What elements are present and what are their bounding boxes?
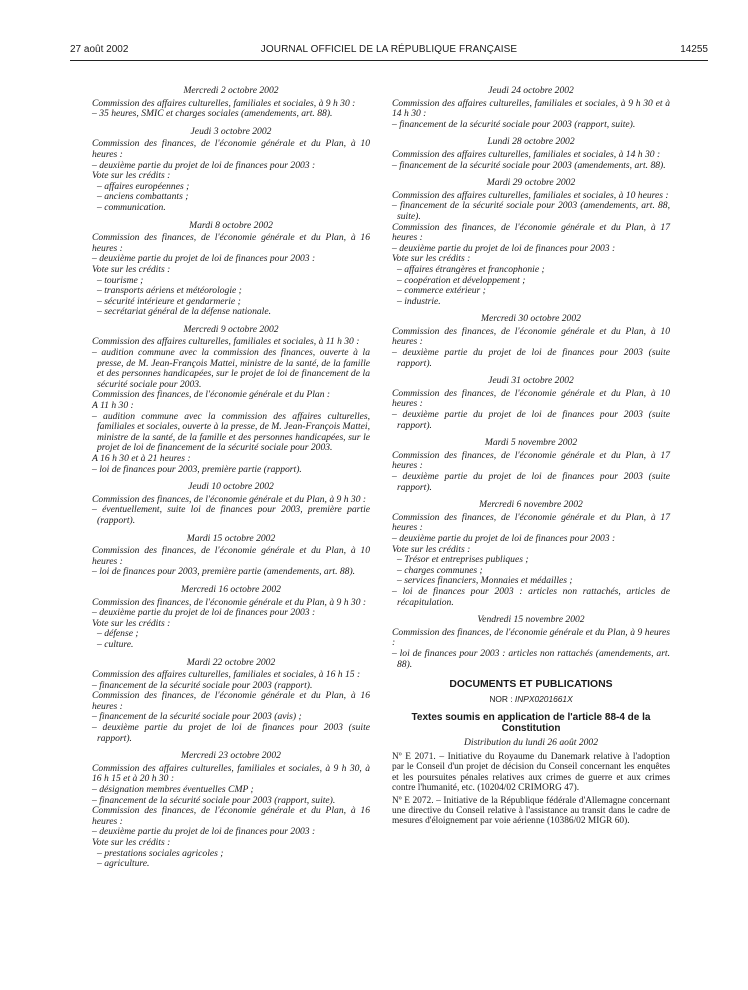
session-line: – industrie. bbox=[397, 295, 441, 307]
session-line: – audition commune avec la commission des finances, ouverte à la presse, de M. Jean-François Mattei, ministre de la santé, de la famille et des personnes handicapées, sur le projet de loi de financement de la sécurité sociale pour 2003. bbox=[92, 347, 370, 390]
session-line: Commission des affaires culturelles, familiales et sociales, à 9 h 30, à 16 h 15 et à 20 h 30 : bbox=[92, 762, 370, 785]
session-day: Mardi 15 octobre 2002 bbox=[186, 532, 276, 544]
right-sessions bbox=[392, 86, 670, 670]
session-line: Commission des finances, de l'économie générale et du Plan, à 9 heures : bbox=[392, 626, 670, 649]
session-line: Commission des affaires culturelles, familiales et sociales, à 9 h 30 : bbox=[92, 97, 356, 109]
session-block bbox=[92, 482, 370, 526]
session-line: – Trésor et entreprises publiques ; bbox=[397, 554, 529, 566]
session-line: Commission des finances, de l'économie générale et du Plan, à 17 heures : bbox=[392, 449, 670, 472]
session-line: Vote sur les crédits : bbox=[92, 837, 171, 848]
session-line: – affaires européennes ; bbox=[97, 180, 190, 192]
nor-label: NOR : bbox=[489, 693, 515, 704]
documents-title: DOCUMENTS ET PUBLICATIONS bbox=[449, 679, 613, 691]
session-day: Mardi 5 novembre 2002 bbox=[484, 437, 578, 449]
session-line: Commission des affaires culturelles, familiales et sociales, à 16 h 15 : bbox=[92, 669, 361, 681]
document-entry: Nº E 2071. – Initiative du Royaume du Danemark relative à l'adoption par le Conseil d'un projet de décision du Conseil concernant les enquêtes et les poursuites pénales relatives aux crimes de guerre et aux crimes contre l'humanité, etc. (10204/02 CRIMORG 47). bbox=[392, 751, 670, 794]
session-line: – loi de finances pour 2003 : articles non rattachés (amendements, art. 88). bbox=[392, 647, 670, 670]
page-number: 14255 bbox=[680, 44, 708, 55]
session-line: – charges communes ; bbox=[397, 564, 483, 576]
session-line: – deuxième partie du projet de loi de finances pour 2003 : bbox=[392, 532, 616, 544]
session-line: – deuxième partie du projet de loi de finances pour 2003 : bbox=[92, 607, 316, 619]
header-title: JOURNAL OFFICIEL DE LA RÉPUBLIQUE FRANÇAISE bbox=[260, 44, 518, 55]
session-block bbox=[92, 127, 370, 214]
session-line: Commission des finances, de l'économie générale et du Plan, à 16 heures : bbox=[92, 805, 370, 827]
session-day: Jeudi 24 octobre 2002 bbox=[488, 85, 574, 96]
session-day: Jeudi 3 octobre 2002 bbox=[190, 125, 272, 137]
session-line: – services financiers, Monnaies et médailles ; bbox=[397, 575, 573, 587]
session-line: – coopération et développement ; bbox=[397, 274, 526, 286]
session-line: – affaires étrangères et francophonie ; bbox=[397, 263, 545, 275]
session-line: Vote sur les crédits : bbox=[92, 263, 171, 275]
session-line: – défense ; bbox=[97, 628, 139, 640]
documents-subtitle: Textes soumis en application de l'article 88-4 de la Constitution bbox=[411, 712, 651, 735]
session-block bbox=[92, 658, 370, 745]
session-block bbox=[92, 325, 370, 475]
nor-reference bbox=[392, 694, 670, 705]
session-block bbox=[392, 500, 670, 608]
session-day: Mercredi 23 octobre 2002 bbox=[181, 750, 281, 762]
session-line: – agriculture. bbox=[97, 858, 150, 870]
session-line: Commission des finances, de l'économie générale et du Plan, à 10 heures : bbox=[92, 545, 370, 567]
session-line: Commission des affaires culturelles, familiales et sociales, à 10 heures : bbox=[392, 189, 669, 201]
session-day: Mercredi 30 octobre 2002 bbox=[481, 313, 581, 325]
session-line: – loi de finances pour 2003, première partie (amendements, art. 88). bbox=[92, 566, 356, 578]
session-line: – loi de finances pour 2003, première partie (rapport). bbox=[92, 463, 302, 475]
session-line: Commission des finances, de l'économie générale et du Plan, à 10 heures : bbox=[392, 387, 670, 410]
header-rule bbox=[70, 60, 708, 61]
session-line: Vote sur les crédits : bbox=[92, 617, 171, 629]
session-line: – deuxième partie du projet de loi de finances pour 2003 (suite rapport). bbox=[92, 722, 370, 744]
session-day: Jeudi 10 octobre 2002 bbox=[188, 481, 274, 493]
session-line: Commission des finances, de l'économie générale et du Plan, à 16 heures : bbox=[92, 232, 370, 254]
session-block bbox=[392, 615, 670, 670]
left-column bbox=[92, 86, 370, 877]
session-day: Mercredi 16 octobre 2002 bbox=[181, 583, 281, 595]
session-line: A 11 h 30 : bbox=[92, 400, 134, 412]
session-line: Commission des finances, de l'économie générale et du Plan, à 9 h 30 : bbox=[92, 596, 367, 608]
session-line: – financement de la sécurité sociale pour 2003 (rapport). bbox=[92, 679, 313, 691]
document-entries bbox=[392, 752, 670, 827]
session-line: – deuxième partie du projet de loi de finances pour 2003 : bbox=[392, 242, 616, 254]
session-line: – loi de finances pour 2003 : articles non rattachés, articles de récapitulation. bbox=[392, 585, 670, 608]
session-line: – financement de la sécurité sociale pour 2003 (rapport, suite). bbox=[392, 118, 636, 130]
session-line: Commission des finances, de l'économie générale et du Plan : bbox=[92, 389, 331, 401]
session-line: Commission des finances, de l'économie générale et du Plan, à 10 heures : bbox=[392, 325, 670, 348]
session-line: Commission des affaires culturelles, familiales et sociales, à 9 h 30 et à 14 h 30 : bbox=[392, 97, 670, 120]
session-line: – audition commune avec la commission des affaires culturelles, familiales et sociales, ouverte à la presse, de M. Jean-François Mattei, ministre de la santé, de la famille et des personnes handicapées, sur le projet de loi de financement de la sécurité sociale pour 2003. bbox=[92, 410, 370, 454]
session-line: – anciens combattants ; bbox=[97, 191, 189, 203]
session-line: – culture. bbox=[97, 638, 134, 650]
nor-code: INPX0201661X bbox=[514, 693, 573, 704]
session-line: – financement de la sécurité sociale pour 2003 (amendements, art. 88). bbox=[392, 159, 666, 171]
session-line: Vote sur les crédits : bbox=[92, 170, 171, 182]
session-line: – deuxième partie du projet de loi de finances pour 2003 (suite rapport). bbox=[392, 347, 670, 369]
session-line: – communication. bbox=[97, 201, 166, 213]
session-line: – financement de la sécurité sociale pour 2003 (avis) ; bbox=[92, 711, 302, 723]
session-block bbox=[392, 438, 670, 493]
session-day: Mardi 8 octobre 2002 bbox=[189, 219, 273, 231]
page-header bbox=[70, 44, 708, 60]
session-line: Commission des finances, de l'économie générale et du Plan, à 17 heures : bbox=[392, 221, 670, 244]
session-block bbox=[392, 178, 670, 307]
session-line: – financement de la sécurité sociale pour 2003 (rapport, suite). bbox=[92, 794, 336, 806]
session-line: Vote sur les crédits : bbox=[392, 253, 471, 265]
session-block bbox=[92, 221, 370, 318]
session-line: Commission des finances, de l'économie générale et du Plan, à 9 h 30 : bbox=[92, 493, 367, 505]
session-block bbox=[392, 376, 670, 431]
distribution-date: Distribution du lundi 26 août 2002 bbox=[463, 737, 599, 749]
session-line: A 16 h 30 et à 21 heures : bbox=[92, 453, 191, 464]
session-line: – deuxième partie du projet de loi de finances pour 2003 : bbox=[92, 159, 316, 171]
session-block bbox=[92, 86, 370, 120]
session-line: – éventuellement, suite loi de finances pour 2003, première partie (rapport). bbox=[92, 504, 370, 526]
session-day: Mercredi 2 octobre 2002 bbox=[183, 85, 279, 96]
session-line: Commission des finances, de l'économie générale et du Plan, à 16 heures : bbox=[92, 690, 370, 712]
session-line: Commission des affaires culturelles, familiales et sociales, à 14 h 30 : bbox=[392, 148, 661, 160]
session-day: Mercredi 9 octobre 2002 bbox=[183, 323, 279, 335]
session-block bbox=[92, 585, 370, 651]
session-line: – secrétariat général de la défense nationale. bbox=[97, 306, 271, 318]
session-line: – sécurité intérieure et gendarmerie ; bbox=[97, 295, 241, 307]
session-line: – deuxième partie du projet de loi de finances pour 2003 : bbox=[92, 253, 316, 265]
session-line: Commission des affaires culturelles, familiales et sociales, à 11 h 30 : bbox=[92, 336, 360, 348]
documents-section bbox=[392, 680, 670, 827]
session-line: – transports aériens et météorologie ; bbox=[97, 285, 242, 297]
session-block bbox=[392, 137, 670, 171]
session-line: – financement de la sécurité sociale pour 2003 (amendements, art. 88, suite). bbox=[392, 200, 670, 222]
session-line: – désignation membres éventuelles CMP ; bbox=[92, 784, 254, 796]
session-day: Mardi 29 octobre 2002 bbox=[486, 177, 576, 189]
session-block bbox=[92, 751, 370, 870]
session-line: – tourisme ; bbox=[97, 274, 144, 286]
session-line: Commission des finances, de l'économie générale et du Plan, à 17 heures : bbox=[392, 511, 670, 534]
right-column bbox=[392, 86, 670, 829]
session-line: Commission des finances, de l'économie générale et du Plan, à 10 heures : bbox=[92, 138, 370, 160]
session-line: – deuxième partie du projet de loi de finances pour 2003 (suite rapport). bbox=[392, 471, 670, 493]
session-day: Mercredi 6 novembre 2002 bbox=[479, 499, 583, 511]
session-block bbox=[392, 314, 670, 369]
session-day: Lundi 28 octobre 2002 bbox=[487, 136, 575, 148]
session-day: Mardi 22 octobre 2002 bbox=[186, 656, 276, 668]
session-day: Vendredi 15 novembre 2002 bbox=[477, 614, 585, 626]
session-block bbox=[92, 534, 370, 578]
session-line: – deuxième partie du projet de loi de finances pour 2003 : bbox=[92, 826, 316, 838]
session-line: – prestations sociales agricoles ; bbox=[97, 847, 224, 859]
session-line: – commerce extérieur ; bbox=[397, 285, 486, 297]
session-line: Vote sur les crédits : bbox=[392, 543, 471, 555]
session-block bbox=[392, 86, 670, 130]
document-entry: Nº E 2072. – Initiative de la République fédérale d'Allemagne concernant une directive du Conseil relative à l'assistance au transit dans le cadre de mesures d'éloignement par voie aérienne (10386/02 MIGR 60). bbox=[392, 795, 670, 827]
session-day: Jeudi 31 octobre 2002 bbox=[488, 375, 574, 387]
session-line: – 35 heures, SMIC et charges sociales (amendements, art. 88). bbox=[92, 108, 333, 120]
session-line: – deuxième partie du projet de loi de finances pour 2003 (suite rapport). bbox=[392, 409, 670, 431]
header-date: 27 août 2002 bbox=[70, 44, 129, 55]
